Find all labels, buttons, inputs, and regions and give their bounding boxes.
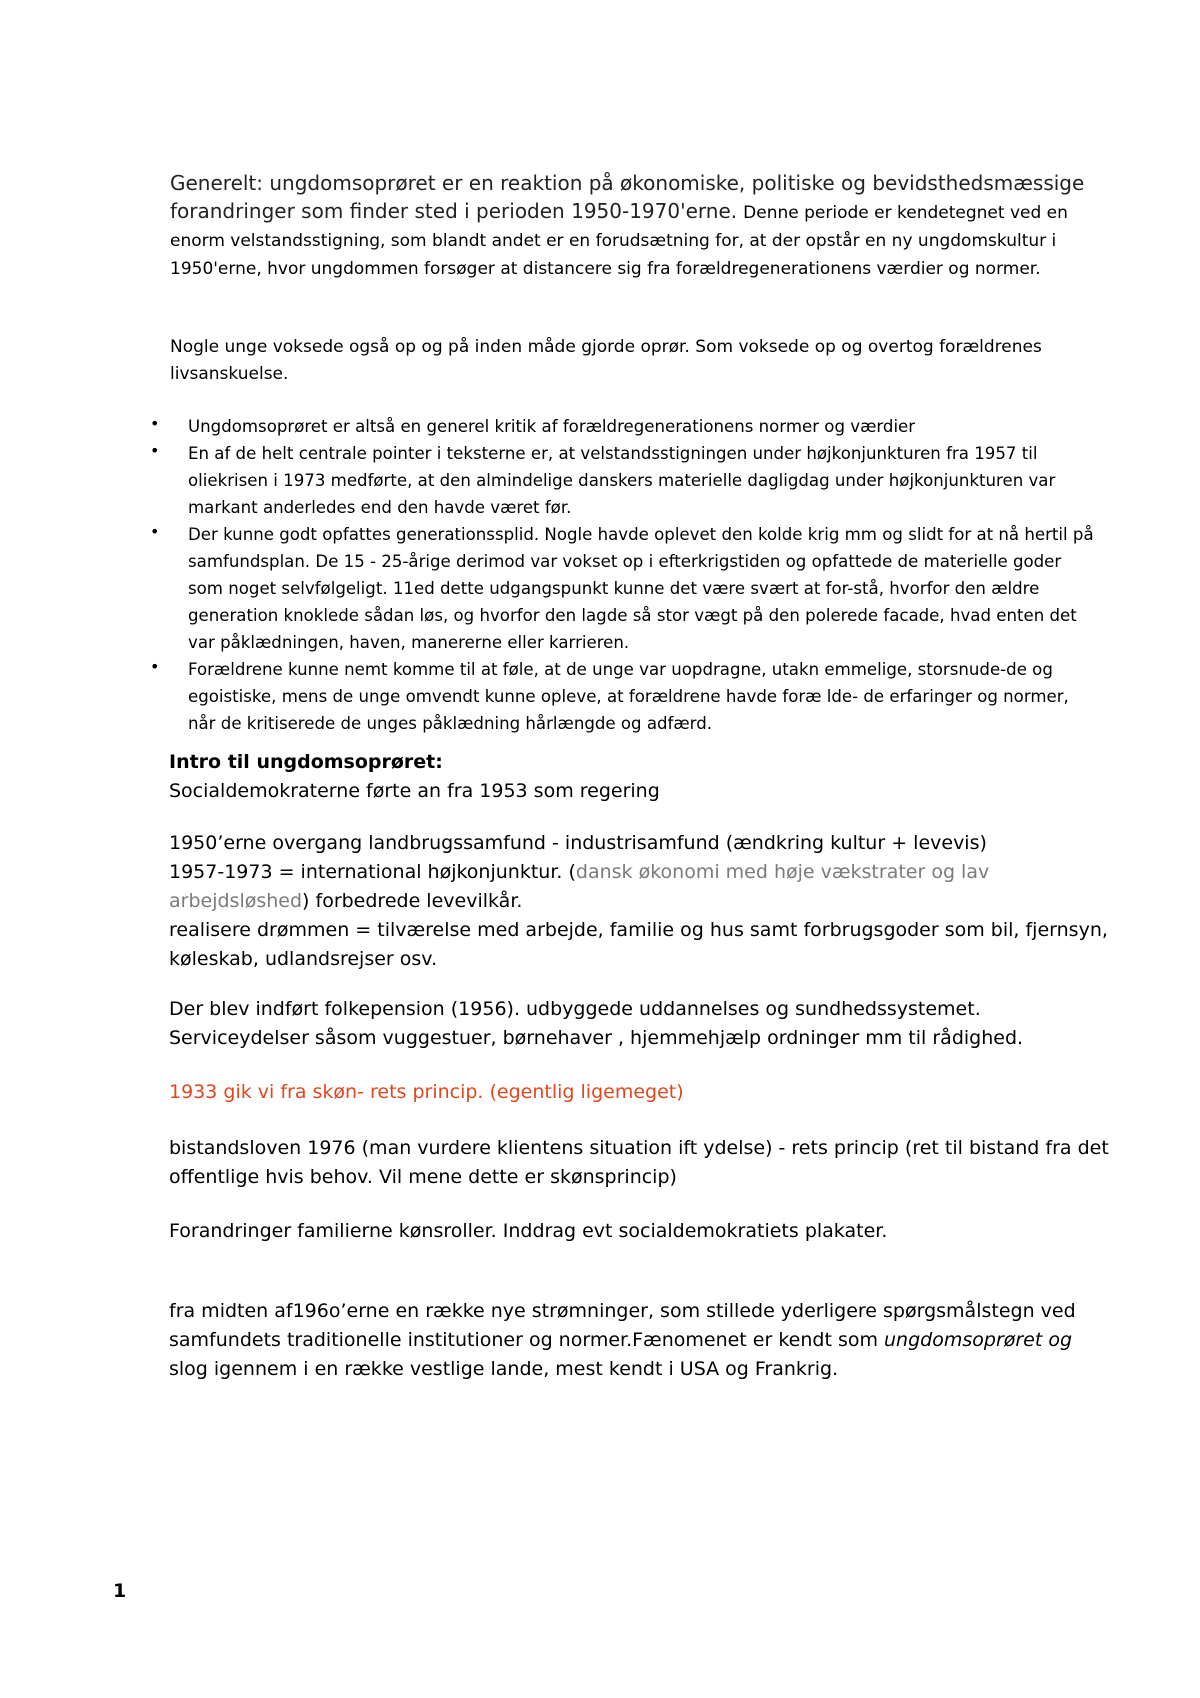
bullet-text: Forældrene kunne nemt komme til at føle, at de unge var uopdragne, utakn emmelige, storsnude-de og egoistiske, mens de unge omvendt kunne opleve, at forældrene havde foræ lde- de erfaringer og normer, når de kritiserede de unges påklædning hårlængde og adfærd. <box>188 660 1069 733</box>
section-intro <box>169 748 1109 806</box>
red-note: 1933 gik vi fra skøn- rets princip. (egentlig ligemeget) <box>169 1081 684 1103</box>
text-span: fra midten af196o’erne en række nye strømninger, som stillede yderligere spørgsmålstegn ved samfundets traditionelle institutioner og normer.Fænomenet er kendt som <box>169 1300 1076 1351</box>
list-item <box>150 413 1100 440</box>
list-item <box>150 521 1100 656</box>
bullet-text: Ungdomsoprøret er altså en generel kritik af forældregenerationens normer og værdier <box>188 417 916 436</box>
section-line: Socialdemokraterne førte an fra 1953 som regering <box>169 780 660 802</box>
page-number: 1 <box>113 1580 127 1602</box>
italic-text: ungdomsoprøret og <box>884 1329 1073 1351</box>
intro-paragraph <box>170 170 1100 283</box>
section-block-6 <box>169 1297 1109 1384</box>
section-line <box>169 858 1109 916</box>
second-paragraph: Nogle unge voksede også op og på inden måde gjorde oprør. Som voksede op og overtog forældrenes livsanskuelse. <box>170 337 1042 384</box>
section-line: 1950’erne overgang landbrugssamfund - industrisamfund (ændkring kultur + levevis) <box>169 832 987 854</box>
section-heading: Intro til ungdomsoprøret: <box>169 751 443 773</box>
bullet-icon: • <box>150 414 160 433</box>
section-block-2 <box>169 829 1109 974</box>
section-block-5: Forandringer familierne kønsroller. Inddrag evt socialdemokratiets plakater. <box>169 1220 888 1242</box>
text-span: 1957-1973 = international højkonjunktur. ( <box>169 861 576 883</box>
intro-lead: Generelt: ungdomsoprøret er en reaktion på økonomiske, politiske og bevidsthedsmæssige forandringer som finder sted i perioden 1950-1970'erne. <box>170 171 1085 223</box>
bullet-icon: • <box>150 522 160 541</box>
highlighted-text: dansk økonomi med høje vækstrater og lav arbejdsløshed <box>169 861 990 912</box>
bullet-text: En af de helt centrale pointer i teksterne er, at velstandsstigningen under højkonjunkturen fra 1957 til oliekrisen i 1973 medførte, at den almindelige danskers materielle dagligdag under højkonjunkturen var markant anderledes end den havde været før. <box>188 444 1056 517</box>
bullet-text: Der kunne godt opfattes generationssplid. Nogle havde oplevet den kolde krig mm og slidt for at nå hertil på samfundsplan. De 15 - 25-årige derimod var vokset op i efterkrigstiden og opfattede de materielle goder som noget selvfølgeligt. 11ed dette udgangspunkt kunne det være svært at for-stå, hvorfor den ældre generation knoklede sådan løs, og hvorfor den lagde så stor vægt på den polerede facade, hvad enten det var påklædningen, haven, manererne eller karrieren. <box>188 525 1094 652</box>
bullet-list <box>150 413 1100 737</box>
section-block-4: bistandsloven 1976 (man vurdere klientens situation ift ydelse) - rets princip (ret til bistand fra det offentlige hvis behov. Vil mene dette er skønsprincip) <box>169 1137 1109 1188</box>
bullet-icon: • <box>150 441 160 460</box>
bullet-icon: • <box>150 657 160 676</box>
section-line: realisere drømmen = tilværelse med arbejde, familie og hus samt forbrugsgoder som bil, fjernsyn, køleskab, udlandsrejser osv. <box>169 919 1108 970</box>
intro-rest: Denne periode er kendetegnet ved en enorm velstandsstigning, som blandt andet er en forudsætning for, at der opstår en ny ungdomskultur i 1950'erne, hvor ungdommen forsøger at distancere sig fra forældregenerationens værdier og normer. <box>170 203 1068 279</box>
text-span: slog igennem i en række vestlige lande, mest kendt i USA og Frankrig. <box>169 1358 839 1380</box>
section-block-3: Der blev indført folkepension (1956). udbyggede uddannelses og sundhedssystemet. Serviceydelser såsom vuggestuer, børnehaver , hjemmehjælp ordninger mm til rådighed. <box>169 998 1024 1049</box>
list-item <box>150 440 1100 521</box>
list-item <box>150 656 1100 737</box>
text-span: ) forbedrede levevilkår. <box>302 890 523 912</box>
